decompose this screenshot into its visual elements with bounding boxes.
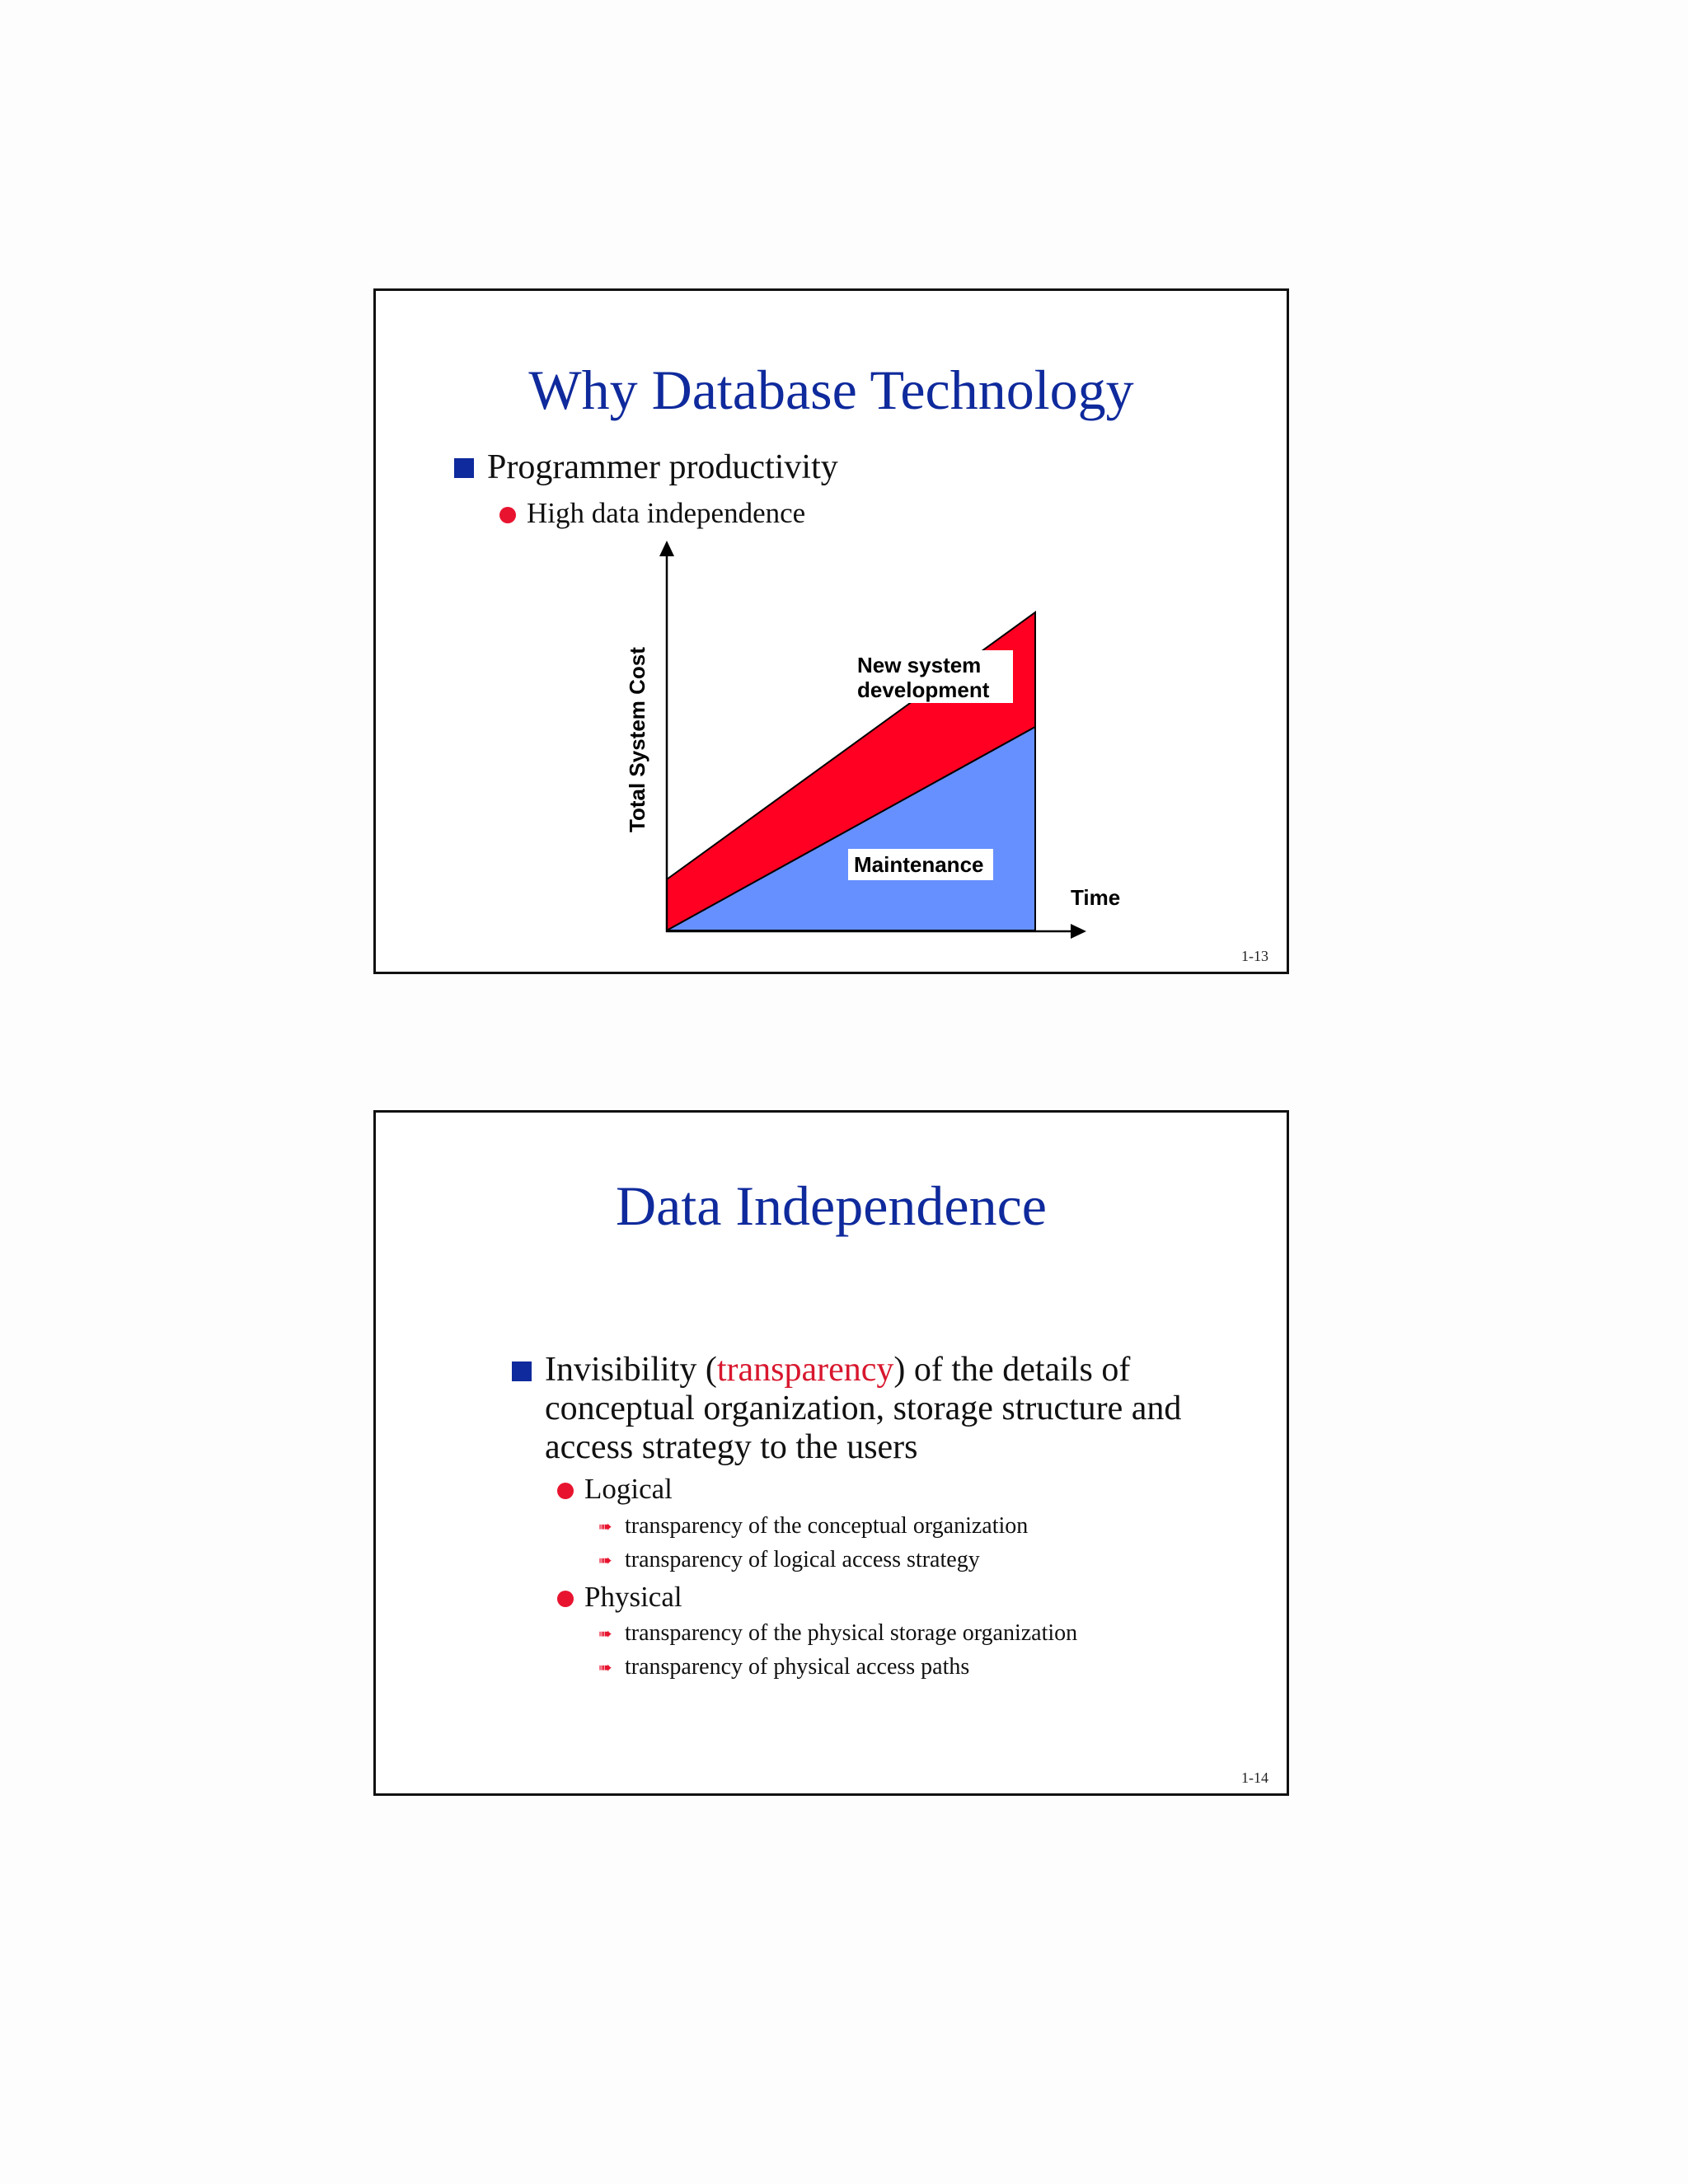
bullet-programmer-productivity: Programmer productivity (487, 448, 838, 486)
cost-chart (376, 291, 1287, 972)
bullet-logical: Logical (584, 1473, 673, 1505)
logical-item: transparency of logical access strategy (625, 1547, 980, 1572)
transparency-highlight: transparency (716, 1351, 894, 1389)
slide-title: Why Database Technology (528, 359, 1134, 421)
bullet-physical: Physical (584, 1581, 682, 1613)
round-bullet-icon (557, 1483, 574, 1499)
physical-item: transparency of the physical storage organization (625, 1620, 1078, 1646)
x-axis-arrow-icon (1071, 924, 1086, 939)
physical-item: transparency of physical access paths (625, 1654, 970, 1680)
round-bullet-icon (557, 1591, 574, 1607)
logical-item: transparency of the conceptual organization (625, 1513, 1029, 1539)
x-axis-label: Time (1071, 885, 1121, 910)
new-system-label-line1: New system (857, 653, 982, 677)
slide-2 (373, 1110, 1289, 1796)
page-number: 1-13 (1241, 948, 1268, 964)
arrow-bullet-icon: ➠ (598, 1624, 612, 1643)
main-bullet-line1 (545, 1350, 1130, 1390)
y-axis-arrow-icon (659, 541, 674, 556)
arrow-bullet-icon: ➠ (598, 1550, 612, 1570)
main-bullet-line3: access strategy to the users (545, 1428, 918, 1466)
square-bullet-icon (512, 1361, 532, 1381)
arrow-bullet-icon: ➠ (598, 1657, 612, 1677)
main-bullet-line2: conceptual organization, storage structure and (545, 1390, 1182, 1427)
y-axis-label: Total System Cost (625, 647, 649, 832)
maintenance-label: Maintenance (854, 852, 984, 877)
arrow-bullet-icon: ➠ (598, 1516, 612, 1536)
main-text-before: Invisibility ( (545, 1351, 717, 1389)
page-number: 1-14 (1241, 1769, 1268, 1786)
main-text-after: ) of the details of (893, 1351, 1131, 1389)
slide-title: Data Independence (616, 1174, 1047, 1237)
slide-1 (373, 288, 1289, 974)
bullet-high-data-independence: High data independence (527, 497, 806, 529)
new-system-label-line2: development (857, 677, 990, 702)
